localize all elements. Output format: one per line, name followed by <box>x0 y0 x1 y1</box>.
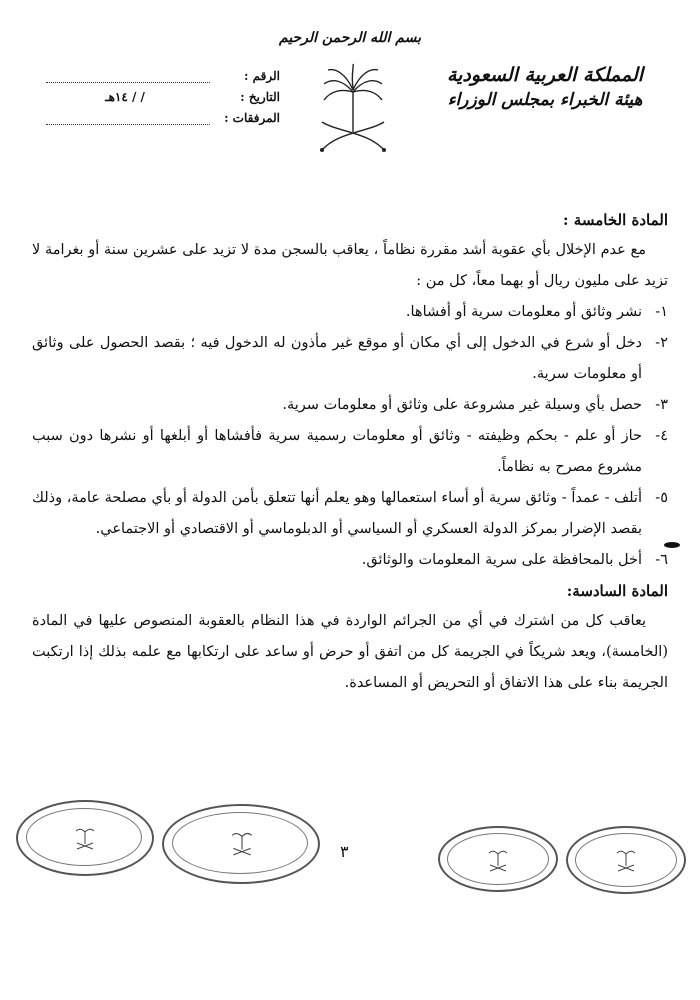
number-line <box>46 70 210 83</box>
date-label: التاريخ : <box>240 90 280 104</box>
article-6-heading: المادة السادسة: <box>566 582 668 600</box>
attachments-row <box>40 108 280 129</box>
official-seal-icon <box>16 800 154 876</box>
emblem-icon <box>231 830 253 856</box>
basmala: بسم الله الرحمن الرحيم <box>279 30 421 46</box>
item-number: ٣- <box>655 397 668 413</box>
item-number: ١- <box>655 304 668 320</box>
reference-block <box>40 66 280 129</box>
item-text: دخل أو شرع في الدخول إلى أي مكان أو موقع غير مأذون له الدخول فيه ؛ بقصد الحصول على وثائق أو معلومات سرية. <box>32 335 642 382</box>
attachments-line <box>46 112 210 125</box>
emblem-icon <box>616 848 636 872</box>
attachments-label: المرفقات : <box>224 111 280 125</box>
authority-name: هيئة الخبراء بمجلس الوزراء <box>447 90 643 110</box>
item-text: أخل بالمحافظة على سرية المعلومات والوثائق. <box>361 552 642 568</box>
official-seal-icon <box>566 826 686 894</box>
item-text: حصل بأي وسيلة غير مشروعة على وثائق أو معلومات سرية. <box>282 397 642 413</box>
list-item <box>32 483 668 545</box>
list-item <box>32 297 668 328</box>
article-5-intro: مع عدم الإخلال بأي عقوبة أشد مقررة نظاماً ، يعاقب بالسجن مدة لا تزيد على عشرين سنة أو بغرامة لا تزيد على مليون ريال أو بهما معاً، كل من : <box>32 242 668 289</box>
item-number: ٦- <box>655 552 668 568</box>
letterhead <box>430 62 660 112</box>
item-text: أتلف - عمداً - وثائق سرية أو أساء استعمالها وهو يعلم أنها تتعلق بأمن الدولة أو بأي مصلحة عامة، وذلك بقصد الإضرار بمركز الدولة العسكري أو السياسي أو الدبلوماسي أو الاقتصادي أو الاجتماعي. <box>32 490 642 537</box>
kingdom-name: المملكة العربية السعودية <box>446 64 644 86</box>
list-item <box>32 328 668 390</box>
official-seal-icon <box>438 826 558 892</box>
number-row <box>40 66 280 87</box>
article-6-text: يعاقب كل من اشترك في أي من الجرائم الواردة في هذا النظام بالعقوبة المنصوص عليها في المادة (الخامسة)، ويعد شريكاً في الجريمة كل من اتفق أو حرض أو ساعد على ارتكابها مع علمه بذلك إذا ارتكبت الجريمة بناء على هذا الاتفاق أو التحريض أو المساعدة. <box>32 613 668 691</box>
item-number: ٢- <box>655 335 668 351</box>
page-number: ٣ <box>340 842 349 861</box>
item-text: نشر وثائق أو معلومات سرية أو أفشاها. <box>405 304 642 320</box>
item-text: حاز أو علم - بحكم وظيفته - وثائق أو معلومات رسمية سرية فأفشاها أو أبلغها أو نشرها دون سبب مشروع مصرح به نظاماً. <box>32 428 642 475</box>
emblem-icon <box>75 826 95 850</box>
item-number: ٤- <box>655 428 668 444</box>
list-item <box>32 421 668 483</box>
date-row <box>40 87 280 108</box>
list-item <box>32 390 668 421</box>
date-value: / / ١٤هـ <box>105 90 145 104</box>
margin-mark <box>664 542 680 548</box>
palm-swords-emblem-icon <box>318 62 388 152</box>
item-number: ٥- <box>655 490 668 506</box>
official-seal-icon <box>162 804 320 884</box>
document-body <box>32 205 668 699</box>
number-label: الرقم : <box>244 69 280 83</box>
list-item <box>32 545 668 576</box>
emblem-icon <box>488 848 508 872</box>
article-5-heading: المادة الخامسة : <box>563 211 668 229</box>
